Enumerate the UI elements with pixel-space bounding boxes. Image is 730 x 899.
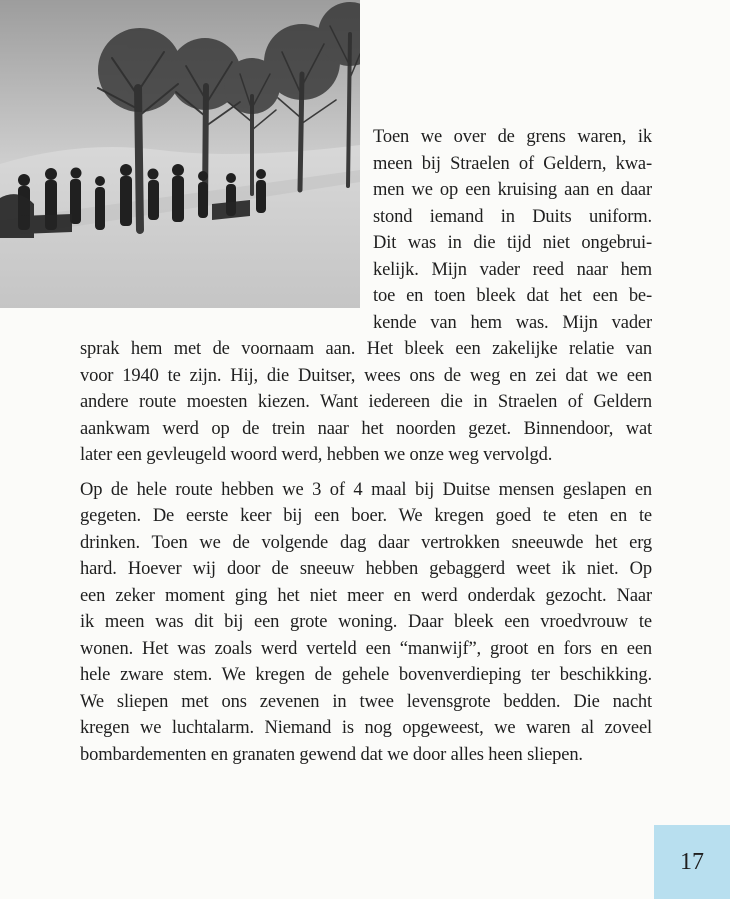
paragraph-1-line-7: toe en toen bleek dat het een be- <box>373 286 652 306</box>
paragraph-1-line-3: men we op een kruising aan en daar <box>373 180 652 200</box>
winter-road-photo <box>0 0 360 308</box>
paragraph-1-line-12: aankwam werd op de trein naar het noorden gezet. Binnendoor, wat <box>80 419 652 439</box>
paragraph-2-line-5: een zeker moment ging het niet meer en werd onderdak gezocht. Naar <box>80 586 652 606</box>
paragraph-2-line-6: ik meen was dit bij een grote woning. Daar bleek een vroedvrouw te <box>80 612 652 632</box>
paragraph-2-line-4: hard. Hoever wij door de sneeuw hebben gebaggerd weet ik niet. Op <box>80 559 652 579</box>
paragraph-1-line-11: andere route moesten kiezen. Want iedereen die in Straelen of Geldern <box>80 392 652 412</box>
paragraph-2-line-11: bombardementen en granaten gewend dat we door alles heen sliepen. <box>80 745 583 765</box>
paragraph-1-line-1: Toen we over de grens waren, ik <box>373 127 652 147</box>
paragraph-2-line-2: gegeten. De eerste keer bij een boer. We kregen goed te eten en te <box>80 506 652 526</box>
winter-road-people-photo-icon <box>0 0 360 308</box>
paragraph-2-line-9: We sliepen met ons zevenen in twee levensgrote bedden. Die nacht <box>80 692 652 712</box>
page-number-box <box>654 825 730 899</box>
paragraph-1-line-13: later een gevleugeld woord werd, hebben we onze weg vervolgd. <box>80 445 553 465</box>
paragraph-1-line-10: voor 1940 te zijn. Hij, die Duitser, wees ons de weg en zei dat we een <box>80 366 652 386</box>
paragraph-2-line-7: wonen. Het was zoals werd verteld een “manwijf”, groot en fors en een <box>80 639 652 659</box>
paragraph-1-line-4: stond iemand in Duits uniform. <box>373 207 652 227</box>
paragraph-1-line-8: kende van hem was. Mijn vader <box>373 313 652 333</box>
paragraph-2-line-1: Op de hele route hebben we 3 of 4 maal bij Duitse mensen geslapen en <box>80 480 652 500</box>
paragraph-2-line-10: kregen we luchtalarm. Niemand is nog opgeweest, we waren al zoveel <box>80 718 652 738</box>
paragraph-1-line-9: sprak hem met de voornaam aan. Het bleek een zakelijke relatie van <box>80 339 652 359</box>
paragraph-1-line-2: meen bij Straelen of Geldern, kwa- <box>373 154 652 174</box>
paragraph-2-line-3: drinken. Toen we de volgende dag daar vertrokken sneeuwde het erg <box>80 533 652 553</box>
paragraph-1-line-6: kelijk. Mijn vader reed naar hem <box>373 260 652 280</box>
paragraph-2-line-8: hele zware stem. We kregen de gehele bovenverdieping ter beschikking. <box>80 665 652 685</box>
page-number: 17 <box>680 848 704 875</box>
paragraph-1-line-5: Dit was in die tijd niet ongebrui- <box>373 233 652 253</box>
